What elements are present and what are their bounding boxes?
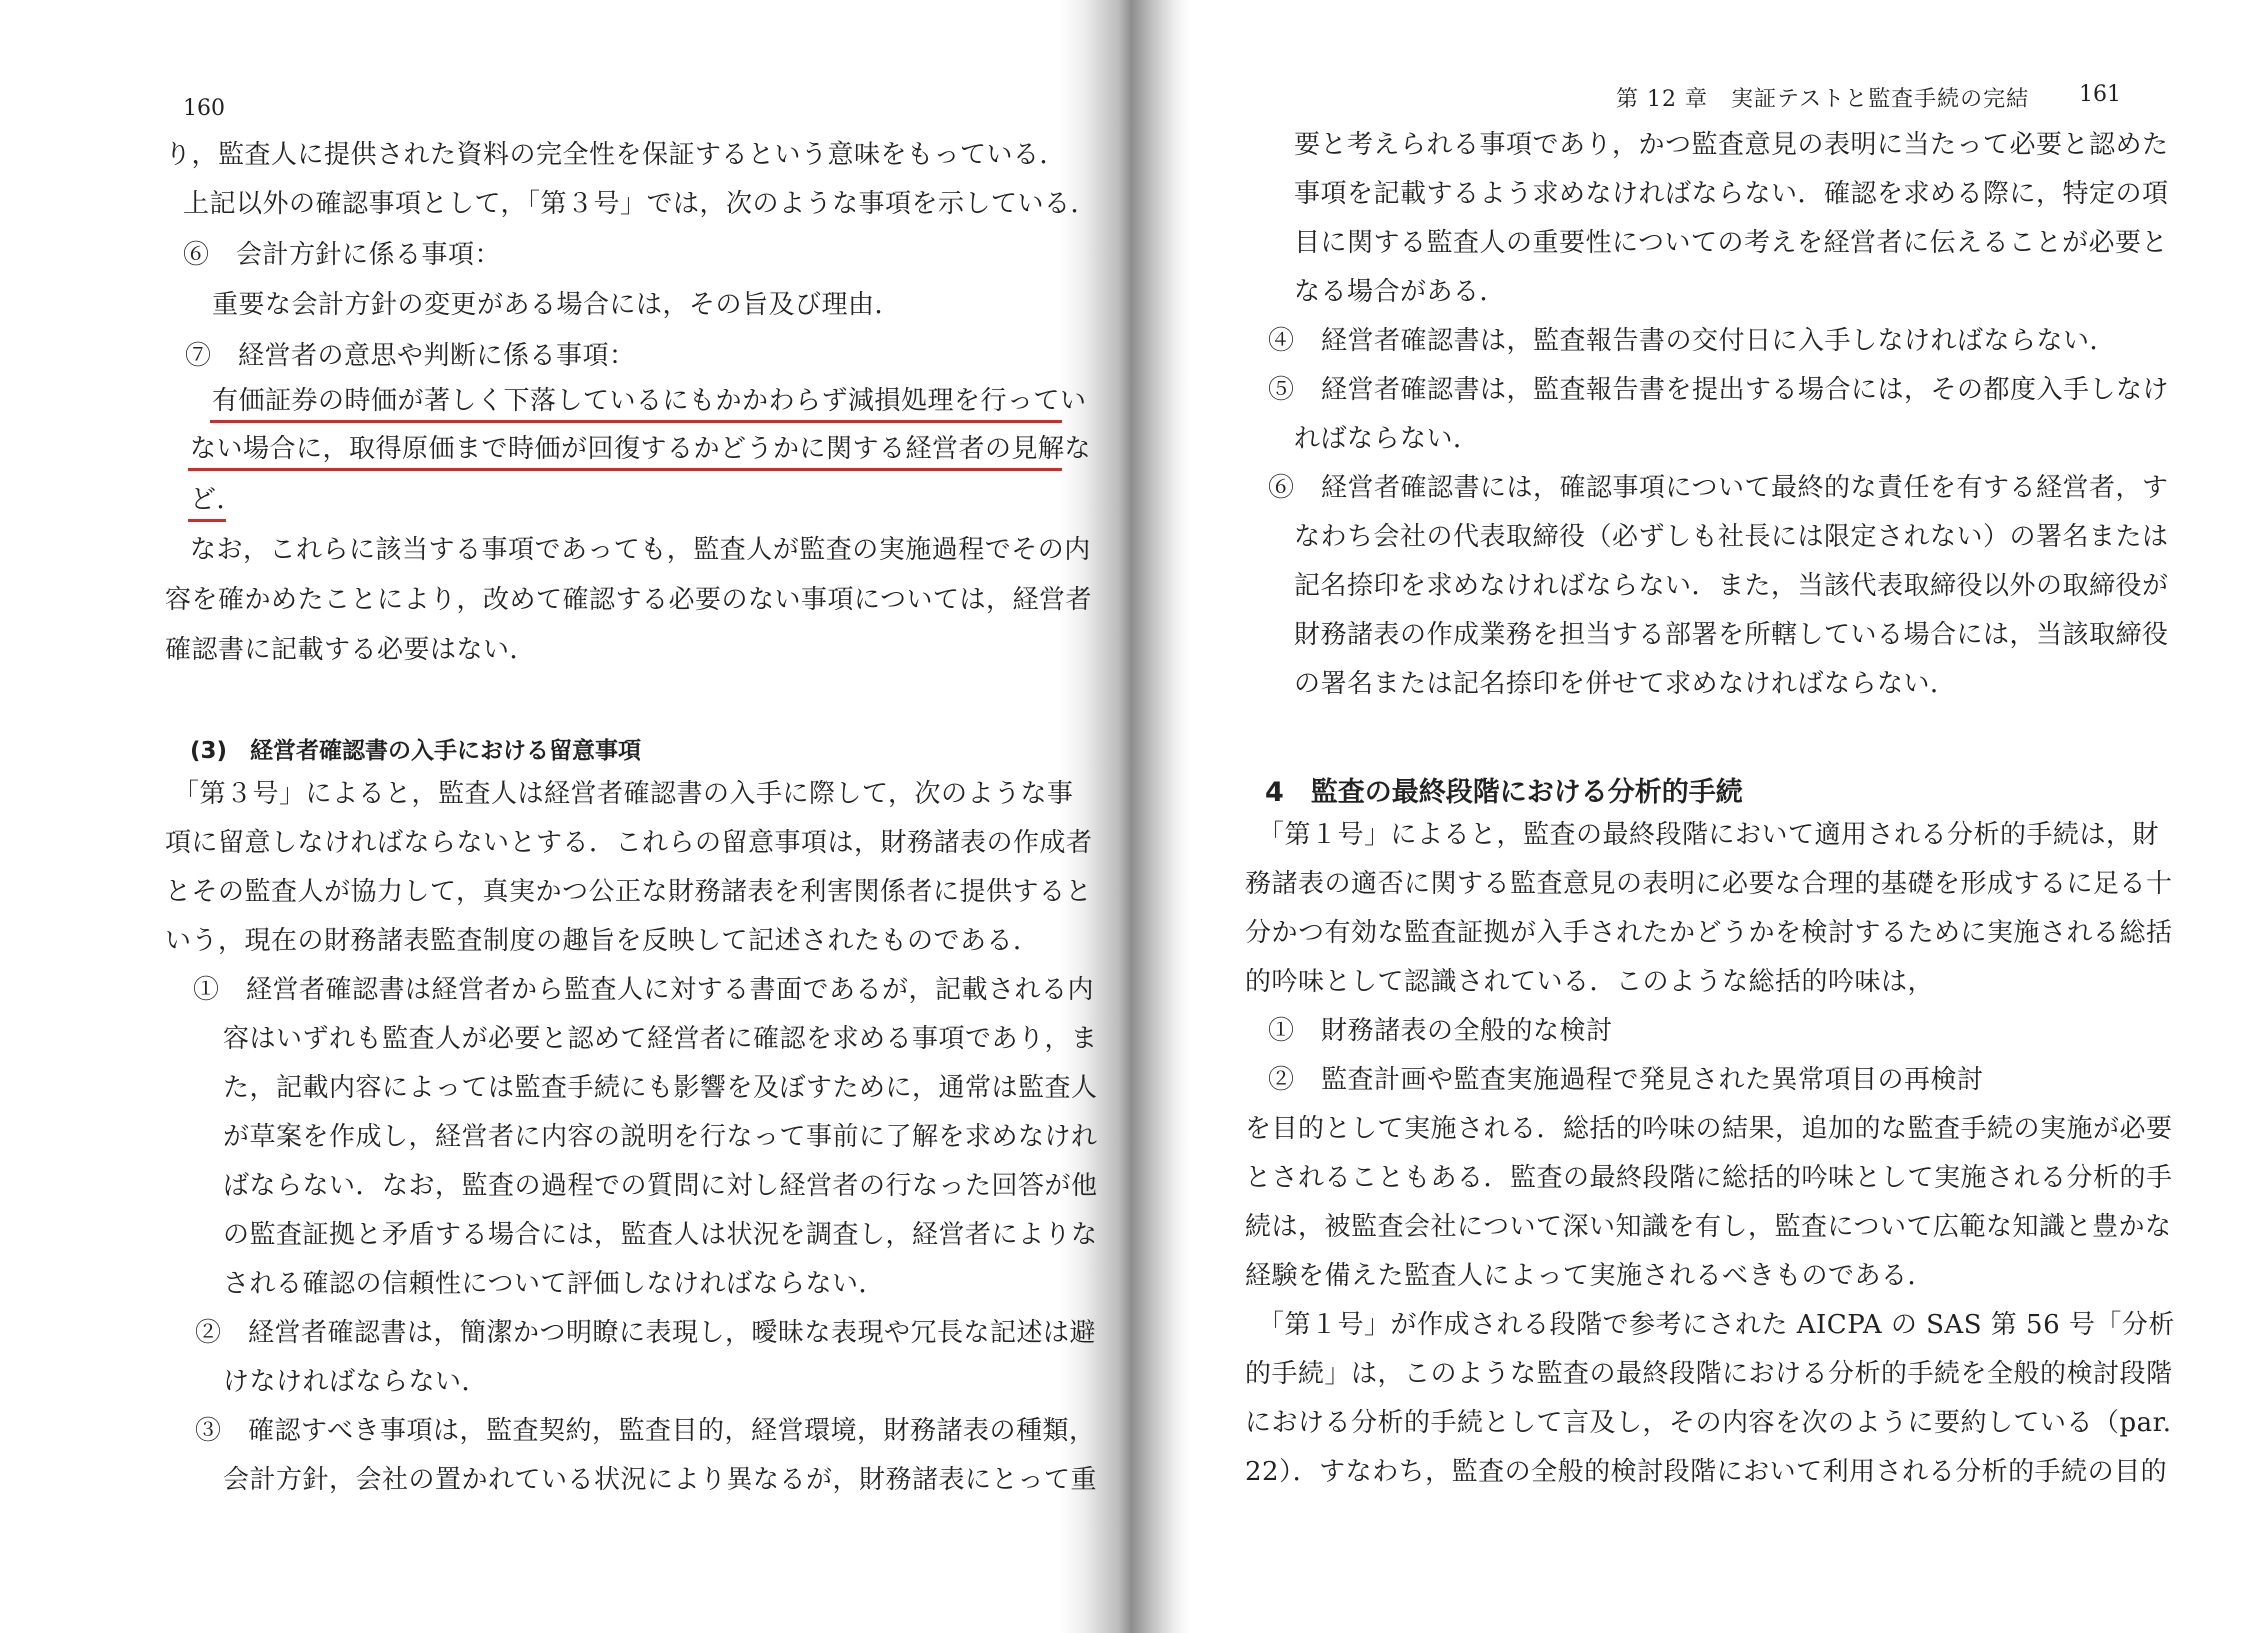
text-line: 22）．すなわち，監査の全般的検討段階において利用される分析的手続の目的 <box>1245 1457 2168 1487</box>
text-line: の署名または記名捺印を併せて求めなければならない． <box>1294 669 1957 699</box>
text-line: 的吟味として認識されている．このような総括的吟味は， <box>1245 967 1935 997</box>
text-line: 「第１号」が作成される段階で参考にされた AICPA の SAS 第 56 号「分析 <box>1258 1310 2175 1340</box>
text-line: り，監査人に提供された資料の完全性を保証するという意味をもっている． <box>165 140 1067 170</box>
highlighted-line: ない場合に，取得原価まで時価が回復するかどうかに関する経営者の見解な <box>190 434 1092 464</box>
text-line: 上記以外の確認事項として，「第３号」では，次のような事項を示している． <box>183 189 1097 219</box>
red-underline <box>210 420 1062 423</box>
text-line: なわち会社の代表取締役（必ずしも社長には限定されない）の署名または <box>1294 522 2169 552</box>
text-line: 務諸表の適否に関する監査意見の表明に必要な合理的基礎を形成するに足る十 <box>1245 869 2173 899</box>
text-line: ればならない． <box>1294 424 1480 454</box>
text-line: 分かつ有効な監査証拠が入手されたかどうかを検討するために実施される総括 <box>1245 918 2173 948</box>
list-item-1: ① 経営者確認書は経営者から監査人に対する書面であるが，記載される内 <box>193 975 1095 1005</box>
text-line: とされることもある．監査の最終段階に総括的吟味として実施される分析的手 <box>1245 1163 2173 1193</box>
list-item-3: ③ 確認すべき事項は，監査契約，監査目的，経営環境，財務諸表の種類， <box>195 1416 1096 1446</box>
text-line: が草案を作成し，経営者に内容の説明を行なって事前に了解を求めなけれ <box>223 1122 1098 1152</box>
text-line: とその監査人が協力して，真実かつ公正な財務諸表を利害関係者に提供すると <box>165 877 1092 907</box>
text-line: される確認の信頼性について評価しなければならない． <box>223 1269 885 1299</box>
text-line: 項に留意しなければならないとする．これらの留意事項は，財務諸表の作成者 <box>165 828 1093 858</box>
text-line: 容はいずれも監査人が必要と認めて経営者に確認を求める事項であり，ま <box>223 1024 1098 1054</box>
red-underline <box>188 519 226 522</box>
list-item-2: ② 監査計画や監査実施過程で発見された異常項目の再検討 <box>1268 1065 1984 1095</box>
text-line: を目的として実施される．総括的吟味の結果，追加的な監査手続の実施が必要 <box>1245 1114 2173 1144</box>
running-head: 第 12 章 実証テストと監査手続の完結 <box>1616 87 2030 112</box>
text-line: 事項を記載するよう求めなければならない．確認を求める際に，特定の項 <box>1294 179 2169 209</box>
text-line: なお，これらに該当する事項であっても，監査人が監査の実施過程でその内 <box>190 535 1091 565</box>
text-line: いう，現在の財務諸表監査制度の趣旨を反映して記述されたものである． <box>165 926 1040 956</box>
text-line: 記名捺印を求めなければならない．また，当該代表取締役以外の取締役が <box>1294 571 2169 601</box>
section-heading: (3) 経営者確認書の入手における留意事項 <box>190 738 642 764</box>
list-item-2: ② 経営者確認書は，簡潔かつ明瞭に表現し，曖昧な表現や冗長な記述は避 <box>195 1318 1097 1348</box>
text-line: 財務諸表の作成業務を担当する部署を所轄している場合には，当該取締役 <box>1294 620 2169 650</box>
red-underline <box>188 468 1062 471</box>
text-line: なる場合がある． <box>1294 277 1507 307</box>
text-line: 続は，被監査会社について深い知識を有し，監査について広範な知識と豊かな <box>1245 1212 2172 1242</box>
text-line: 容を確かめたことにより，改めて確認する必要のない事項については，経営者 <box>165 585 1092 615</box>
list-item-1: ① 財務諸表の全般的な検討 <box>1268 1016 1613 1046</box>
list-item-4: ④ 経営者確認書は，監査報告書の交付日に入手しなければならない． <box>1268 326 2117 356</box>
text-line: 要と考えられる事項であり，かつ監査意見の表明に当たって必要と認めた <box>1294 130 2169 160</box>
text-line: た，記載内容によっては監査手続にも影響を及ぼすために，通常は監査人 <box>223 1073 1098 1103</box>
list-item-5: ⑤ 経営者確認書は，監査報告書を提出する場合には，その都度入手しなけ <box>1268 375 2170 405</box>
text-line: 経験を備えた監査人によって実施されるべきものである． <box>1245 1261 1935 1291</box>
text-line: けなければならない． <box>223 1367 489 1397</box>
text-line: の監査証拠と矛盾する場合には，監査人は状況を調査し，経営者によりな <box>223 1220 1098 1250</box>
list-item-6: ⑥ 経営者確認書には，確認事項について最終的な責任を有する経営者，す <box>1268 473 2169 503</box>
list-item-6: ⑥ 会計方針に係る事項： <box>183 240 502 270</box>
left-page <box>0 0 1098 1633</box>
text-line: 目に関する監査人の重要性についての考えを経営者に伝えることが必要と <box>1294 228 2168 258</box>
text-line: 会計方針，会社の置かれている状況により異なるが，財務諸表にとって重 <box>223 1465 1097 1495</box>
text-line: ばならない．なお，監査の過程での質問に対し経営者の行なった回答が他 <box>223 1171 1098 1201</box>
text-line: 「第１号」によると，監査の最終段階において適用される分析的手続は，財 <box>1258 820 2160 850</box>
text-line: における分析的手続として言及し，その内容を次のように要約している（par. <box>1245 1408 2172 1438</box>
text-line: 重要な会計方針の変更がある場合には，その旨及び理由． <box>212 290 902 320</box>
page-number: 160 <box>183 96 225 121</box>
section-heading: 4 監査の最終段階における分析的手続 <box>1265 777 1743 808</box>
list-item-7: ⑦ 経営者の意思や判断に係る事項： <box>185 341 636 371</box>
page-number: 161 <box>2079 82 2121 107</box>
text-line: 的手続」は，このような監査の最終段階における分析的手続を全般的検討段階 <box>1245 1359 2173 1389</box>
highlighted-line: 有価証券の時価が著しく下落しているにもかかわらず減損処理を行ってい <box>212 386 1087 416</box>
highlighted-line: ど． <box>190 485 244 515</box>
text-line: 「第３号」によると，監査人は経営者確認書の入手に際して，次のような事 <box>173 779 1074 809</box>
right-page <box>1170 0 2265 1633</box>
text-line: 確認書に記載する必要はない． <box>165 635 537 665</box>
